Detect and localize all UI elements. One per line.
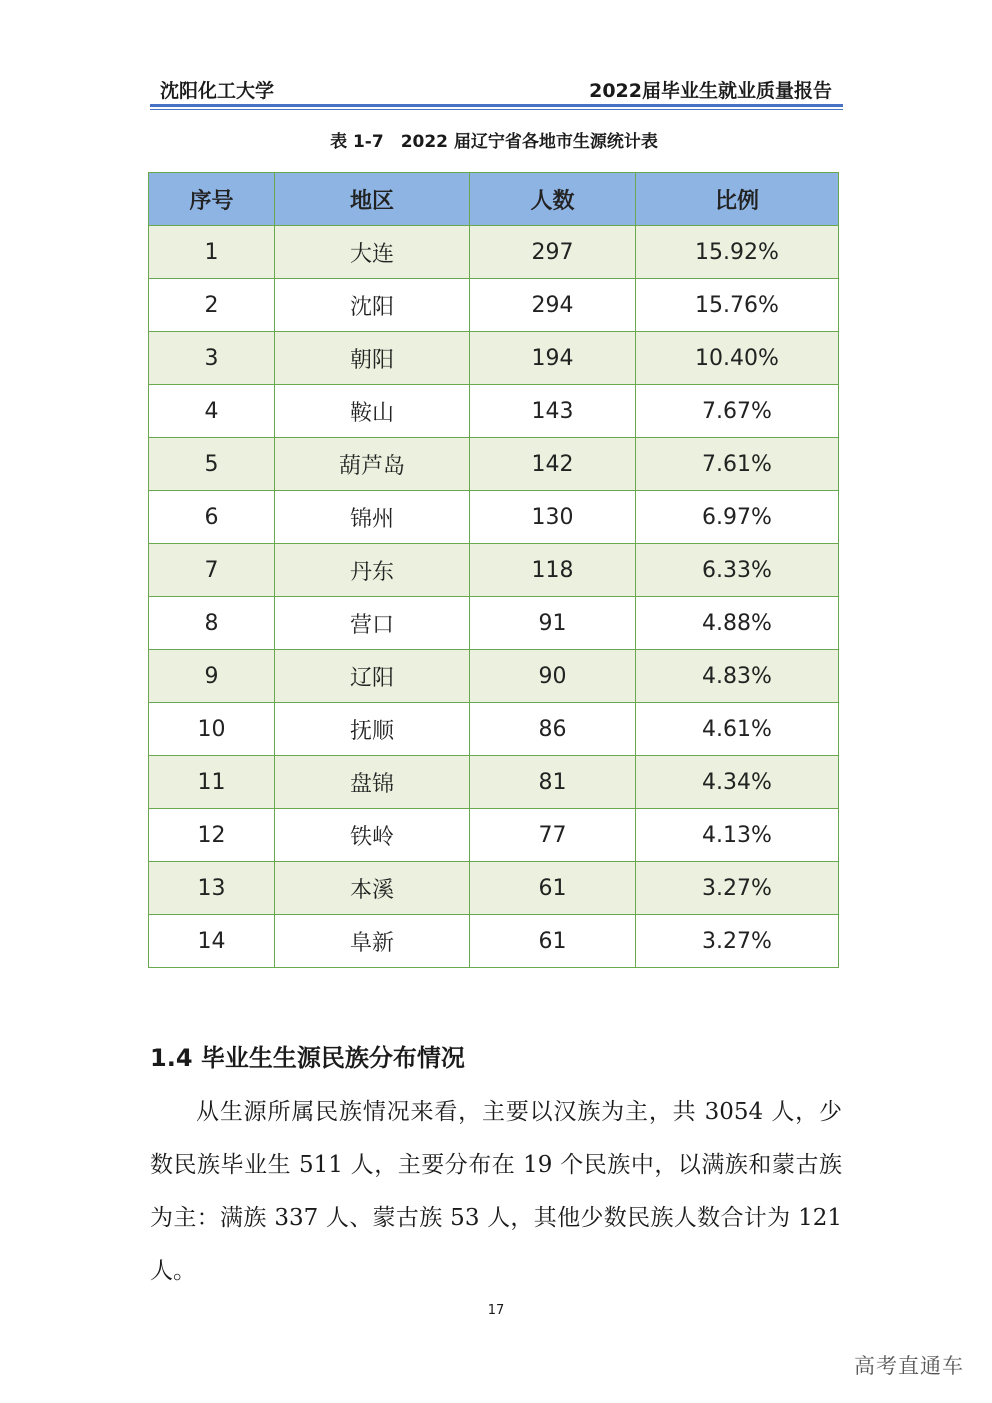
- header-university-name: 沈阳化工大学: [160, 80, 275, 102]
- cell-index: 10: [149, 703, 275, 756]
- table-row: [149, 385, 839, 438]
- cell-ratio: 4.13%: [636, 809, 839, 862]
- cell-ratio: 15.92%: [636, 226, 839, 279]
- header-report-title: 2022届毕业生就业质量报告: [589, 80, 832, 102]
- table-row: [149, 862, 839, 915]
- table-row: [149, 597, 839, 650]
- cell-count: 86: [470, 703, 636, 756]
- cell-ratio: 4.34%: [636, 756, 839, 809]
- cell-region: 营口: [275, 597, 470, 650]
- cell-count: 81: [470, 756, 636, 809]
- cell-index: 1: [149, 226, 275, 279]
- cell-index: 13: [149, 862, 275, 915]
- cell-count: 118: [470, 544, 636, 597]
- table-row: [149, 809, 839, 862]
- region-statistics-table: [148, 172, 839, 968]
- cell-ratio: 6.97%: [636, 491, 839, 544]
- cell-region: 葫芦岛: [275, 438, 470, 491]
- cell-count: 143: [470, 385, 636, 438]
- page-header: [150, 70, 838, 104]
- cell-count: 91: [470, 597, 636, 650]
- cell-ratio: 3.27%: [636, 862, 839, 915]
- header-rule-thin: [150, 109, 843, 110]
- section-paragraph: 从生源所属民族情况来看，主要以汉族为主，共 3054 人，少数民族毕业生 511 人，主要分布在 19 个民族中，以满族和蒙古族为主：满族 337 人、蒙古族 53 人，其他少数民族人数合计为 121 人。: [150, 1099, 842, 1284]
- cell-ratio: 3.27%: [636, 915, 839, 968]
- cell-ratio: 15.76%: [636, 279, 839, 332]
- table-header-row: [149, 173, 839, 226]
- cell-ratio: 4.61%: [636, 703, 839, 756]
- cell-index: 14: [149, 915, 275, 968]
- cell-index: 9: [149, 650, 275, 703]
- table-row: [149, 226, 839, 279]
- cell-region: 鞍山: [275, 385, 470, 438]
- cell-index: 2: [149, 279, 275, 332]
- cell-index: 12: [149, 809, 275, 862]
- cell-region: 抚顺: [275, 703, 470, 756]
- cell-count: 61: [470, 915, 636, 968]
- cell-count: 194: [470, 332, 636, 385]
- cell-count: 130: [470, 491, 636, 544]
- cell-ratio: 4.88%: [636, 597, 839, 650]
- cell-ratio: 7.67%: [636, 385, 839, 438]
- cell-region: 朝阳: [275, 332, 470, 385]
- cell-count: 77: [470, 809, 636, 862]
- cell-ratio: 6.33%: [636, 544, 839, 597]
- cell-index: 7: [149, 544, 275, 597]
- cell-count: 142: [470, 438, 636, 491]
- watermark-text: 高考直通车: [854, 1354, 964, 1378]
- table-row: [149, 438, 839, 491]
- cell-region: 铁岭: [275, 809, 470, 862]
- cell-region: 沈阳: [275, 279, 470, 332]
- cell-index: 6: [149, 491, 275, 544]
- column-header-ratio: 比例: [636, 173, 839, 226]
- page-number: 17: [487, 1303, 505, 1318]
- cell-index: 3: [149, 332, 275, 385]
- cell-index: 8: [149, 597, 275, 650]
- table-row: [149, 491, 839, 544]
- cell-count: 61: [470, 862, 636, 915]
- header-rule-thick: [150, 104, 843, 107]
- table-row: [149, 756, 839, 809]
- table-row: [149, 544, 839, 597]
- table-row: [149, 279, 839, 332]
- cell-count: 90: [470, 650, 636, 703]
- table-caption: 表 1-7 2022 届辽宁省各地市生源统计表: [330, 132, 658, 152]
- table-row: [149, 650, 839, 703]
- table-row: [149, 332, 839, 385]
- cell-region: 辽阳: [275, 650, 470, 703]
- column-header-region: 地区: [275, 173, 470, 226]
- cell-region: 本溪: [275, 862, 470, 915]
- cell-region: 锦州: [275, 491, 470, 544]
- cell-region: 丹东: [275, 544, 470, 597]
- cell-ratio: 10.40%: [636, 332, 839, 385]
- cell-region: 阜新: [275, 915, 470, 968]
- cell-index: 4: [149, 385, 275, 438]
- column-header-count: 人数: [470, 173, 636, 226]
- cell-region: 大连: [275, 226, 470, 279]
- table-body: [149, 226, 839, 968]
- cell-region: 盘锦: [275, 756, 470, 809]
- cell-index: 11: [149, 756, 275, 809]
- cell-ratio: 4.83%: [636, 650, 839, 703]
- cell-count: 294: [470, 279, 636, 332]
- section-heading: 1.4 毕业生生源民族分布情况: [150, 1044, 465, 1072]
- column-header-index: 序号: [149, 173, 275, 226]
- cell-ratio: 7.61%: [636, 438, 839, 491]
- table-row: [149, 915, 839, 968]
- cell-count: 297: [470, 226, 636, 279]
- table-row: [149, 703, 839, 756]
- cell-index: 5: [149, 438, 275, 491]
